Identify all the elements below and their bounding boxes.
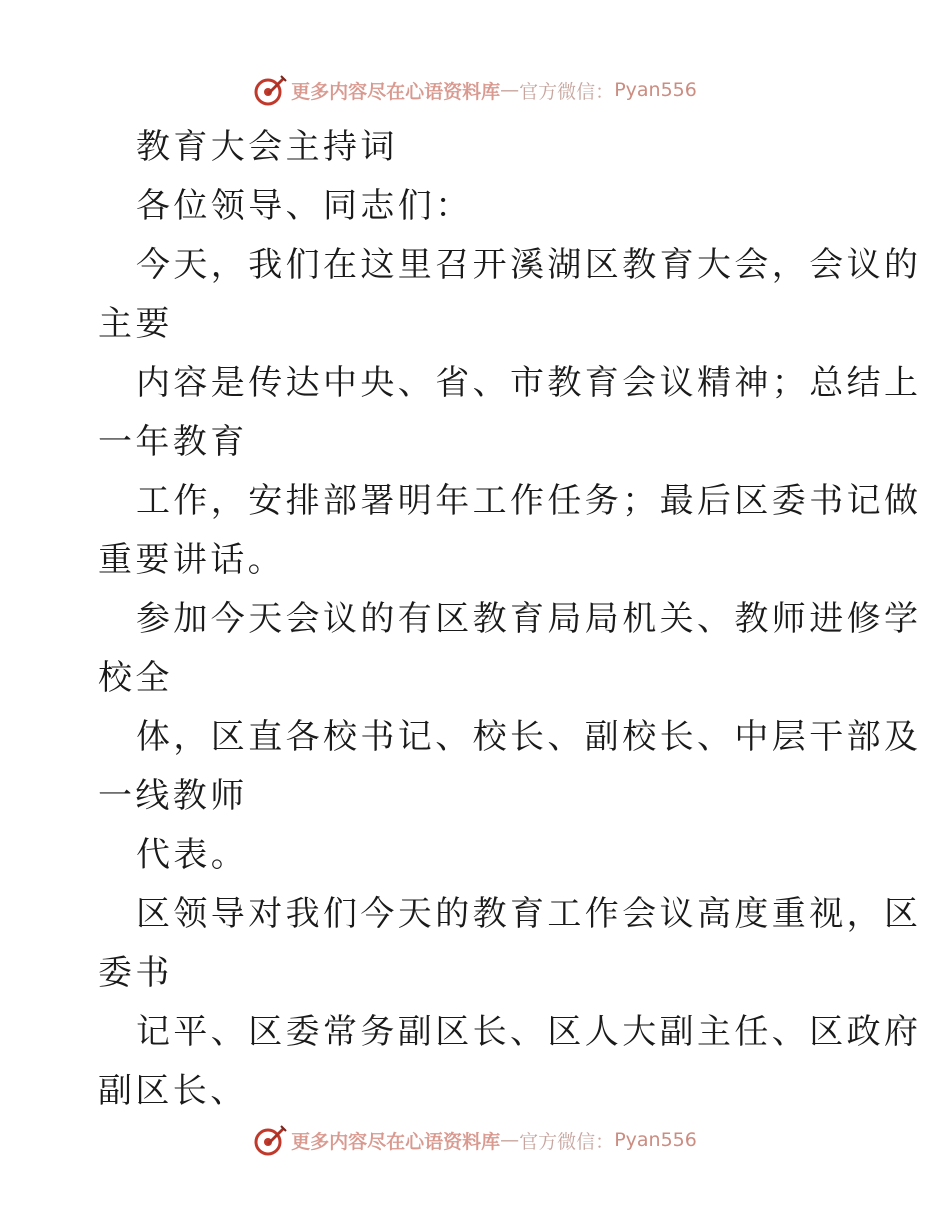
watermark-main-text: 更多内容尽在心语资料库	[291, 80, 501, 103]
watermark-main-text: 更多内容尽在心语资料库	[291, 1130, 501, 1153]
watermark-wechat-label: 官方微信：	[519, 80, 615, 103]
text-line: 今天，我们在这里召开溪湖区教育大会，会议的	[136, 245, 922, 285]
text-line: 内容是传达中央、省、市教育会议精神；总结上	[136, 363, 922, 403]
text-line: 区领导对我们今天的教育工作会议高度重视，区	[136, 894, 922, 934]
text-line: 各位领导、同志们：	[136, 186, 473, 226]
watermark-wechat-id: Pyan556	[614, 79, 697, 101]
text-line: 教育大会主持词	[136, 127, 398, 167]
watermark-banner-top	[0, 70, 950, 110]
text-line: 一年教育	[98, 422, 248, 462]
pen-logo-icon	[253, 1123, 287, 1157]
text-line: 重要讲话。	[98, 540, 285, 580]
text-line: 委书	[98, 953, 173, 993]
text-line: 一线教师	[98, 776, 248, 816]
text-line: 副区长、	[98, 1071, 248, 1111]
watermark-banner-bottom	[0, 1120, 950, 1160]
watermark-separator: —	[500, 1129, 520, 1151]
watermark-wechat-id: Pyan556	[614, 1129, 697, 1151]
pen-logo-icon	[253, 73, 287, 107]
text-line: 工作，安排部署明年工作任务；最后区委书记做	[136, 481, 922, 521]
text-line: 主要	[98, 304, 173, 344]
text-line: 校全	[98, 658, 173, 698]
text-line: 代表。	[136, 835, 249, 875]
text-line: 记平、区委常务副区长、区人大副主任、区政府	[136, 1012, 922, 1052]
watermark-separator: —	[500, 79, 520, 101]
text-line: 参加今天会议的有区教育局局机关、教师进修学	[136, 599, 922, 639]
text-line: 体，区直各校书记、校长、副校长、中层干部及	[136, 717, 922, 757]
watermark-wechat-label: 官方微信：	[519, 1130, 615, 1153]
document-body	[98, 118, 922, 1121]
